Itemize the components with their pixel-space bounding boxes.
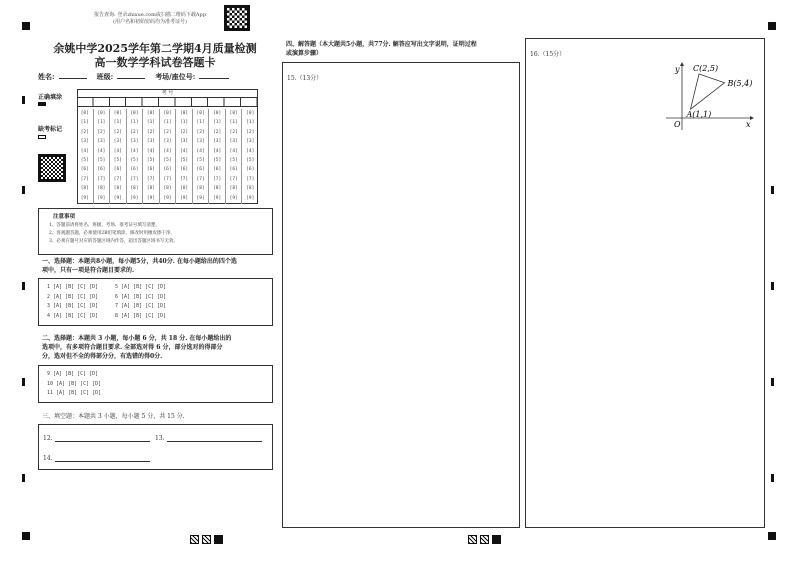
exam-digit-bubble[interactable]: [0]	[179, 111, 189, 116]
notes-item: 1、答题前请将姓名、班级、考场、准考证号填写清楚。	[49, 223, 160, 228]
page-title-line2: 高一数学学科试卷答题卡	[94, 56, 216, 69]
exam-digit-bubble[interactable]: [5]	[97, 158, 106, 164]
header-note	[80, 12, 220, 26]
exam-digit-bubble[interactable]: [9]	[229, 195, 238, 201]
q15-label: 15.（13分）	[287, 75, 323, 82]
section2-heading-line1: 二、选择题：本题共 3 小题，每小题 6 分，共 18 分. 在每小题给出的	[42, 335, 232, 342]
exam-digit-bubble[interactable]: [9]	[97, 195, 106, 201]
q12-label: 12.	[43, 435, 53, 442]
exam-digit-bubble[interactable]: [8]	[130, 186, 139, 192]
exam-digit-column	[159, 109, 176, 204]
qr-code-top[interactable]	[224, 5, 250, 31]
exam-digit-bubble[interactable]: [0]	[97, 111, 106, 116]
y-axis-arrow	[680, 62, 684, 66]
section2-heading	[42, 334, 272, 361]
exam-digit-bubble[interactable]: [4]	[146, 148, 156, 154]
exam-digit-bubble[interactable]: [2]	[130, 129, 139, 135]
exam-digit-bubble[interactable]: [4]	[97, 148, 106, 154]
choice-row[interactable]: 7 [A] [B] [C] [D]	[115, 303, 167, 309]
exam-digit-bubble[interactable]: [6]	[196, 167, 205, 173]
notes-box	[38, 208, 273, 255]
exam-digit-bubble[interactable]: [4]	[80, 148, 89, 154]
exam-digit-bubble[interactable]: [5]	[246, 158, 255, 164]
exam-digit-bubble[interactable]: [4]	[229, 148, 238, 154]
section4-heading	[286, 40, 522, 58]
exam-digit-column	[225, 109, 242, 204]
exam-digit-bubble[interactable]: [0]	[146, 111, 156, 116]
section2-heading-line3: 分，选对但不全的得部分分，有选错的得0分.	[42, 353, 163, 360]
exam-digit-bubble[interactable]: [8]	[163, 186, 172, 192]
exam-digit-bubble[interactable]: [9]	[163, 195, 172, 201]
absent-mark-box[interactable]	[38, 135, 46, 139]
q14-label: 14.	[43, 455, 53, 462]
timing-mark	[22, 96, 25, 104]
exam-digit-bubble[interactable]: [9]	[146, 195, 156, 201]
exam-digit-bubble[interactable]: [5]	[229, 158, 238, 164]
page-title-line1: 余姚中学2025学年第二学期4月质量检测	[53, 42, 257, 55]
exam-digit-bubble[interactable]: [3]	[196, 139, 205, 145]
coordinate-figure	[662, 60, 762, 132]
room-field[interactable]	[199, 73, 229, 79]
section3-answer-box	[38, 424, 273, 470]
exam-digit-bubble[interactable]: [9]	[113, 195, 122, 201]
exam-digit-bubble[interactable]: [8]	[229, 186, 238, 192]
timing-mark	[22, 186, 25, 194]
exam-number-write-row[interactable]	[77, 98, 258, 107]
class-field[interactable]	[117, 73, 145, 79]
timing-mark	[771, 378, 774, 386]
origin-label: O	[674, 120, 681, 129]
exam-digit-bubble[interactable]: [4]	[179, 148, 189, 154]
header-note-line2: (用户名和初始密码均为准考证号)	[113, 19, 187, 25]
exam-digit-bubble[interactable]: [0]	[80, 111, 89, 116]
exam-digit-bubble[interactable]: [4]	[163, 148, 172, 154]
exam-digit-bubble[interactable]: [0]	[246, 111, 255, 116]
section1-heading-line2: 项中，只有一项是符合题目要求的.	[42, 267, 135, 274]
section3-heading: 三、填空题：本题共 3 小题，每小题 5 分，共 15 分.	[42, 413, 185, 420]
section1-right-column	[115, 283, 166, 321]
exam-digit-bubble[interactable]: [9]	[130, 195, 139, 201]
exam-digit-bubble[interactable]: [8]	[113, 186, 122, 192]
exam-digit-bubble[interactable]: [6]	[97, 167, 106, 173]
section2-answer-box	[38, 365, 273, 403]
choice-row[interactable]: 5 [A] [B] [C] [D]	[115, 284, 167, 290]
exam-digit-bubble[interactable]: [5]	[213, 158, 222, 164]
q13-label: 13.	[155, 435, 165, 442]
choice-row[interactable]: 3 [A] [B] [C] [D]	[47, 303, 99, 309]
exam-digit-bubble[interactable]: [6]	[213, 167, 222, 173]
exam-digit-bubble[interactable]: [7]	[179, 176, 189, 182]
exam-digit-bubble[interactable]: [5]	[146, 158, 156, 164]
exam-digit-bubble[interactable]: [0]	[196, 111, 205, 116]
exam-digit-bubble[interactable]: [9]	[80, 195, 89, 201]
timing-mark	[22, 474, 25, 482]
page-code-right	[468, 535, 501, 544]
exam-digit-bubble[interactable]: [6]	[163, 167, 172, 173]
exam-number-header: 考 号	[77, 89, 258, 98]
name-label: 姓名:	[38, 72, 55, 81]
section1-left-column	[47, 283, 98, 321]
exam-digit-bubble[interactable]: [1]	[97, 120, 106, 126]
exam-digit-bubble[interactable]: [8]	[246, 186, 255, 192]
exam-digit-column	[142, 109, 159, 204]
exam-digit-bubble[interactable]: [8]	[196, 186, 205, 192]
exam-digit-bubble[interactable]: [9]	[246, 195, 255, 201]
exam-digit-column	[208, 109, 225, 204]
exam-digit-bubble[interactable]: [7]	[213, 176, 222, 182]
point-label: A(1,1)	[686, 110, 712, 120]
exam-digit-bubble[interactable]: [5]	[130, 158, 139, 164]
room-label: 考场/座位号:	[155, 72, 196, 81]
exam-digit-bubble[interactable]: [1]	[146, 120, 156, 126]
exam-digit-bubble[interactable]: [3]	[130, 139, 139, 145]
choice-row[interactable]: 11 [A] [B] [C] [D]	[47, 390, 102, 396]
exam-digit-bubble[interactable]: [0]	[113, 111, 122, 116]
student-info	[38, 72, 229, 82]
notes-item: 3、必须在题号对应的答题区域内作答，超出答题区域书写无效。	[49, 239, 178, 244]
exam-digit-bubble[interactable]: [7]	[97, 176, 106, 182]
exam-digit-bubble[interactable]: [2]	[196, 129, 205, 135]
corner-mark-br	[768, 532, 776, 540]
q14-answer-line[interactable]	[55, 455, 150, 462]
exam-digit-bubble[interactable]: [6]	[146, 167, 156, 173]
choice-row[interactable]: 2 [A] [B] [C] [D]	[47, 293, 99, 300]
exam-digit-bubble[interactable]: [6]	[229, 167, 238, 173]
exam-digit-bubble[interactable]: [2]	[246, 129, 255, 135]
exam-digit-bubble[interactable]: [3]	[146, 139, 156, 145]
correct-fill-label: 正确填涂	[38, 94, 63, 101]
exam-digit-bubble[interactable]: [9]	[196, 195, 205, 201]
triangle-abc	[691, 74, 725, 109]
exam-digit-bubble[interactable]: [3]	[80, 139, 89, 145]
exam-digit-bubble[interactable]: [7]	[246, 176, 255, 182]
exam-digit-bubble[interactable]: [0]	[163, 111, 172, 116]
exam-digit-bubble[interactable]: [1]	[246, 120, 255, 126]
exam-digit-bubble[interactable]: [5]	[113, 158, 122, 164]
exam-digit-bubble[interactable]: [1]	[196, 120, 205, 126]
exam-digit-bubble[interactable]: [0]	[130, 111, 139, 116]
exam-digit-bubble[interactable]: [5]	[163, 158, 172, 164]
exam-digit-bubble[interactable]: [8]	[97, 186, 106, 192]
exam-digit-bubble[interactable]: [3]	[246, 139, 255, 145]
exam-digit-bubble[interactable]: [1]	[213, 120, 222, 126]
exam-number-columns	[77, 109, 258, 204]
exam-digit-column	[192, 109, 209, 204]
y-axis-label: y	[675, 65, 680, 74]
exam-digit-bubble[interactable]: [3]	[179, 139, 189, 145]
exam-digit-bubble[interactable]: [6]	[80, 167, 89, 173]
exam-digit-bubble[interactable]: [4]	[196, 148, 205, 154]
q13-answer-line[interactable]	[167, 435, 262, 442]
choice-row[interactable]: 10 [A] [B] [C] [D]	[47, 380, 102, 387]
section2-heading-line2: 选项中，有多项符合题目要求. 全部选对得 6 分，部分选对的得部分	[42, 344, 223, 351]
exam-digit-bubble[interactable]: [1]	[179, 120, 189, 126]
choice-row[interactable]: 6 [A] [B] [C] [D]	[115, 293, 167, 300]
point-label: B(5,4)	[727, 78, 753, 88]
exam-digit-bubble[interactable]: [0]	[213, 111, 222, 116]
qr-code-student	[38, 154, 66, 182]
notes-item: 2、客观题答题，必须使用2B铅笔填涂，修改时用橡皮擦干净。	[49, 231, 176, 236]
exam-digit-bubble[interactable]: [3]	[97, 139, 106, 145]
exam-digit-bubble[interactable]: [4]	[130, 148, 139, 154]
corner-mark-tl	[22, 22, 30, 30]
choice-row[interactable]: 9 [A] [B] [C] [D]	[47, 371, 99, 377]
name-field[interactable]	[59, 73, 87, 79]
timing-mark	[771, 186, 774, 194]
exam-digit-bubble[interactable]: [3]	[163, 139, 172, 145]
exam-digit-bubble[interactable]: [7]	[80, 176, 89, 182]
exam-digit-bubble[interactable]: [2]	[113, 129, 122, 135]
exam-digit-bubble[interactable]: [5]	[179, 158, 189, 164]
choice-row[interactable]: 4 [A] [B] [C] [D]	[47, 312, 99, 319]
exam-digit-bubble[interactable]: [1]	[113, 120, 122, 126]
corner-mark-bl	[22, 532, 30, 540]
q12-answer-line[interactable]	[55, 435, 150, 442]
exam-digit-bubble[interactable]: [2]	[146, 129, 156, 135]
x-axis-label: x	[746, 120, 751, 129]
exam-digit-column	[126, 109, 143, 204]
exam-digit-bubble[interactable]: [7]	[196, 176, 205, 182]
class-label: 班级:	[96, 72, 114, 81]
point-label: C(2,5)	[693, 64, 719, 73]
exam-digit-bubble[interactable]: [5]	[196, 158, 205, 164]
section4-heading-line2: 或演算步骤）	[286, 50, 323, 57]
section1-answer-box	[38, 278, 273, 326]
choice-row[interactable]: 8 [A] [B] [C] [D]	[115, 312, 167, 319]
exam-digit-bubble[interactable]: [4]	[213, 148, 222, 154]
exam-digit-bubble[interactable]: [2]	[179, 129, 189, 135]
exam-digit-bubble[interactable]: [7]	[146, 176, 156, 182]
exam-digit-bubble[interactable]: [5]	[80, 158, 89, 164]
exam-digit-bubble[interactable]: [8]	[80, 186, 89, 192]
timing-mark	[22, 378, 25, 386]
section2-column	[47, 370, 101, 399]
exam-digit-bubble[interactable]: [7]	[130, 176, 139, 182]
exam-digit-bubble[interactable]: [6]	[130, 167, 139, 173]
exam-digit-bubble[interactable]: [8]	[213, 186, 222, 192]
exam-digit-bubble[interactable]: [1]	[163, 120, 172, 126]
exam-digit-bubble[interactable]: [7]	[163, 176, 172, 182]
exam-digit-column	[175, 109, 192, 204]
exam-digit-bubble[interactable]: [3]	[213, 139, 222, 145]
exam-digit-bubble[interactable]: [3]	[113, 139, 122, 145]
q15-answer-area[interactable]	[282, 62, 520, 528]
exam-digit-bubble[interactable]: [7]	[229, 176, 238, 182]
exam-digit-bubble[interactable]: [7]	[113, 176, 122, 182]
exam-digit-bubble[interactable]: [9]	[179, 195, 189, 201]
choice-row[interactable]: 1 [A] [B] [C] [D]	[47, 284, 99, 290]
exam-digit-bubble[interactable]: [2]	[213, 129, 222, 135]
exam-digit-bubble[interactable]: [2]	[97, 129, 106, 135]
exam-digit-bubble[interactable]: [2]	[80, 129, 89, 135]
exam-digit-bubble[interactable]: [6]	[179, 167, 189, 173]
exam-digit-bubble[interactable]: [1]	[229, 120, 238, 126]
header-note-line1: 报告查询: 登录zhixue.com或扫描二维码下载App	[94, 12, 206, 18]
exam-digit-column	[77, 109, 93, 204]
exam-digit-column	[109, 109, 126, 204]
exam-digit-bubble[interactable]: [2]	[229, 129, 238, 135]
exam-digit-bubble[interactable]: [1]	[80, 120, 89, 126]
x-axis-arrow	[750, 116, 754, 120]
section4-heading-line1: 四、解答题（本大题共5小题，共77分. 解答应写出文字说明，证明过程	[286, 41, 477, 48]
timing-mark	[771, 282, 774, 290]
correct-fill-sample	[38, 102, 46, 106]
exam-digit-bubble[interactable]: [6]	[246, 167, 255, 173]
section1-heading-line1: 一、选择题：本题共8小题，每小题5分，共40分. 在每小题给出的四个选	[42, 258, 237, 265]
notes-title: 注意事项	[53, 214, 76, 220]
exam-digit-column	[241, 109, 258, 204]
exam-digit-bubble[interactable]: [4]	[113, 148, 122, 154]
exam-digit-bubble[interactable]: [8]	[146, 186, 156, 192]
absent-mark-label: 缺考标记	[38, 126, 63, 133]
page-code-left	[190, 535, 223, 544]
timing-mark	[22, 282, 25, 290]
exam-digit-bubble[interactable]: [8]	[179, 186, 189, 192]
exam-digit-column	[93, 109, 110, 204]
exam-digit-bubble[interactable]: [9]	[213, 195, 222, 201]
exam-digit-bubble[interactable]: [4]	[246, 148, 255, 154]
exam-digit-bubble[interactable]: [2]	[163, 129, 172, 135]
section1-heading	[42, 257, 272, 275]
q16-label: 16.（15分）	[530, 51, 566, 58]
exam-digit-bubble[interactable]: [3]	[229, 139, 238, 145]
corner-mark-tr	[768, 22, 776, 30]
exam-digit-bubble[interactable]: [0]	[229, 111, 238, 116]
exam-digit-bubble[interactable]: [6]	[113, 167, 122, 173]
exam-digit-bubble[interactable]: [1]	[130, 120, 139, 126]
timing-mark	[771, 474, 774, 482]
